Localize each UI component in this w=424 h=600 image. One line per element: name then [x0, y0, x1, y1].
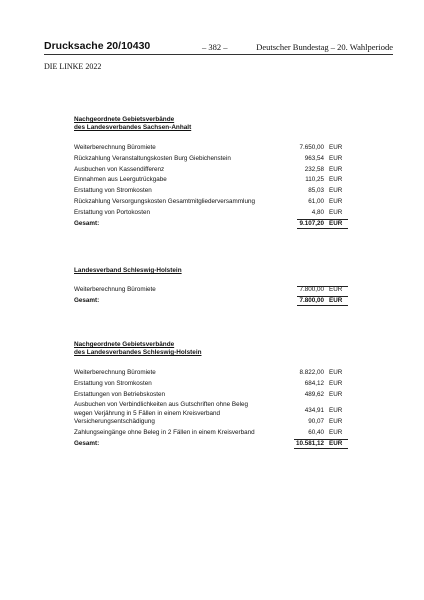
row-label: Ausbuchen von Kassendifferenz	[74, 165, 165, 173]
section-schleswig-holstein	[74, 267, 346, 307]
row-currency: EUR	[329, 418, 343, 426]
row-amount: 7.650,00	[299, 143, 324, 151]
section-sachsen-anhalt	[74, 116, 346, 230]
row-currency: EUR	[329, 176, 343, 184]
row-label-line: Ausbuchen von Verbindlichkeiten aus Gutschriften ohne Beleg	[74, 401, 248, 409]
total-amount: 9.107,20	[299, 219, 324, 230]
table-row	[74, 368, 346, 379]
table-row	[74, 379, 346, 390]
total-label: Gesamt:	[74, 297, 100, 305]
row-label	[74, 401, 274, 418]
page-header	[44, 40, 393, 55]
row-amount: 434,91	[304, 407, 324, 415]
total-label: Gesamt:	[74, 220, 100, 228]
total-amount: 10.581,12	[296, 439, 324, 450]
row-amount: 85,03	[308, 187, 324, 195]
section-title-line: Landesverband Schleswig-Holstein	[74, 267, 182, 274]
row-currency: EUR	[329, 286, 343, 294]
row-amount: 60,40	[308, 429, 324, 437]
row-currency: EUR	[329, 143, 343, 151]
row-label: Rückzahlung Veranstaltungskosten Burg Giebichenstein	[74, 154, 231, 162]
row-label-line: wegen Verjährung in 5 Fällen in einem Kreisverband	[74, 409, 220, 417]
row-currency: EUR	[329, 154, 343, 162]
row-label: Erstattung von Portokosten	[74, 209, 150, 217]
row-currency: EUR	[329, 407, 343, 415]
row-amount: 963,54	[304, 154, 324, 162]
publisher: Deutscher Bundestag – 20. Wahlperiode	[256, 42, 393, 52]
table-row	[74, 390, 346, 401]
row-currency: EUR	[329, 209, 343, 217]
total-row	[74, 296, 346, 307]
row-amount: 489,62	[304, 390, 324, 398]
row-label: Weiterberechnung Büromiete	[74, 368, 156, 376]
section-title	[74, 116, 346, 133]
section-title-line: Nachgeordnete Gebietsverbände	[74, 341, 175, 348]
table-row	[74, 197, 346, 208]
row-label: Erstattung von Stromkosten	[74, 379, 152, 387]
row-amount: 7.800,00	[299, 285, 324, 296]
row-currency: EUR	[329, 379, 343, 387]
section-nachgeordnete-schleswig-holstein	[74, 341, 346, 450]
row-currency: EUR	[329, 390, 343, 398]
row-label: Weiterberechnung Büromiete	[74, 286, 156, 294]
row-currency: EUR	[329, 187, 343, 195]
row-amount: 684,12	[304, 379, 324, 387]
party-year-heading: DIE LINKE 2022	[44, 62, 102, 71]
line-items	[74, 368, 346, 450]
row-currency: EUR	[329, 368, 343, 376]
row-label: Rückzahlung Versorgungskosten Gesamtmitgliederversammlung	[74, 198, 255, 206]
section-title-line: des Landesverbandes Sachsen-Anhalt	[74, 124, 192, 132]
table-row	[74, 400, 346, 417]
section-title	[74, 341, 346, 358]
row-amount: 61,00	[308, 198, 324, 206]
row-currency: EUR	[329, 165, 343, 173]
total-row	[74, 439, 346, 450]
total-row	[74, 219, 346, 230]
document-number	[44, 40, 150, 52]
document-number-prefix: Drucksache 20/	[44, 40, 122, 52]
table-row	[74, 165, 346, 176]
table-row	[74, 143, 346, 154]
row-label: Versicherungsentschädigung	[74, 418, 155, 426]
table-row	[74, 154, 346, 165]
total-currency: EUR	[329, 297, 343, 305]
section-title-line: des Landesverbandes Schleswig-Holstein	[74, 349, 202, 357]
row-label: Zahlungseingänge ohne Beleg in 2 Fällen in einem Kreisverband	[74, 429, 255, 437]
row-label: Erstattungen von Betriebskosten	[74, 390, 166, 398]
row-amount: 232,58	[304, 165, 324, 173]
row-currency: EUR	[329, 198, 343, 206]
table-row	[74, 428, 346, 439]
row-label: Erstattung von Stromkosten	[74, 187, 152, 195]
row-amount: 110,25	[305, 176, 324, 184]
row-amount: 4,80	[311, 209, 324, 217]
table-row	[74, 175, 346, 186]
row-currency: EUR	[329, 429, 343, 437]
row-amount: 8.822,00	[299, 368, 324, 376]
line-items	[74, 285, 346, 307]
total-label: Gesamt:	[74, 440, 100, 448]
line-items	[74, 143, 346, 230]
total-currency: EUR	[329, 440, 343, 448]
section-title	[74, 267, 346, 275]
row-label: Weiterberechnung Büromiete	[74, 143, 156, 151]
total-amount: 7.800,00	[299, 296, 324, 307]
table-row	[74, 417, 346, 428]
document-number-value: 10430	[121, 40, 151, 52]
page-number: – 382 –	[202, 42, 228, 52]
table-row	[74, 285, 346, 296]
table-row	[74, 208, 346, 219]
row-label: Einnahmen aus Leergutrückgabe	[74, 176, 167, 184]
total-currency: EUR	[329, 220, 343, 228]
section-title-line: Nachgeordnete Gebietsverbände	[74, 116, 175, 123]
table-row	[74, 186, 346, 197]
row-amount: 90,07	[308, 418, 324, 426]
